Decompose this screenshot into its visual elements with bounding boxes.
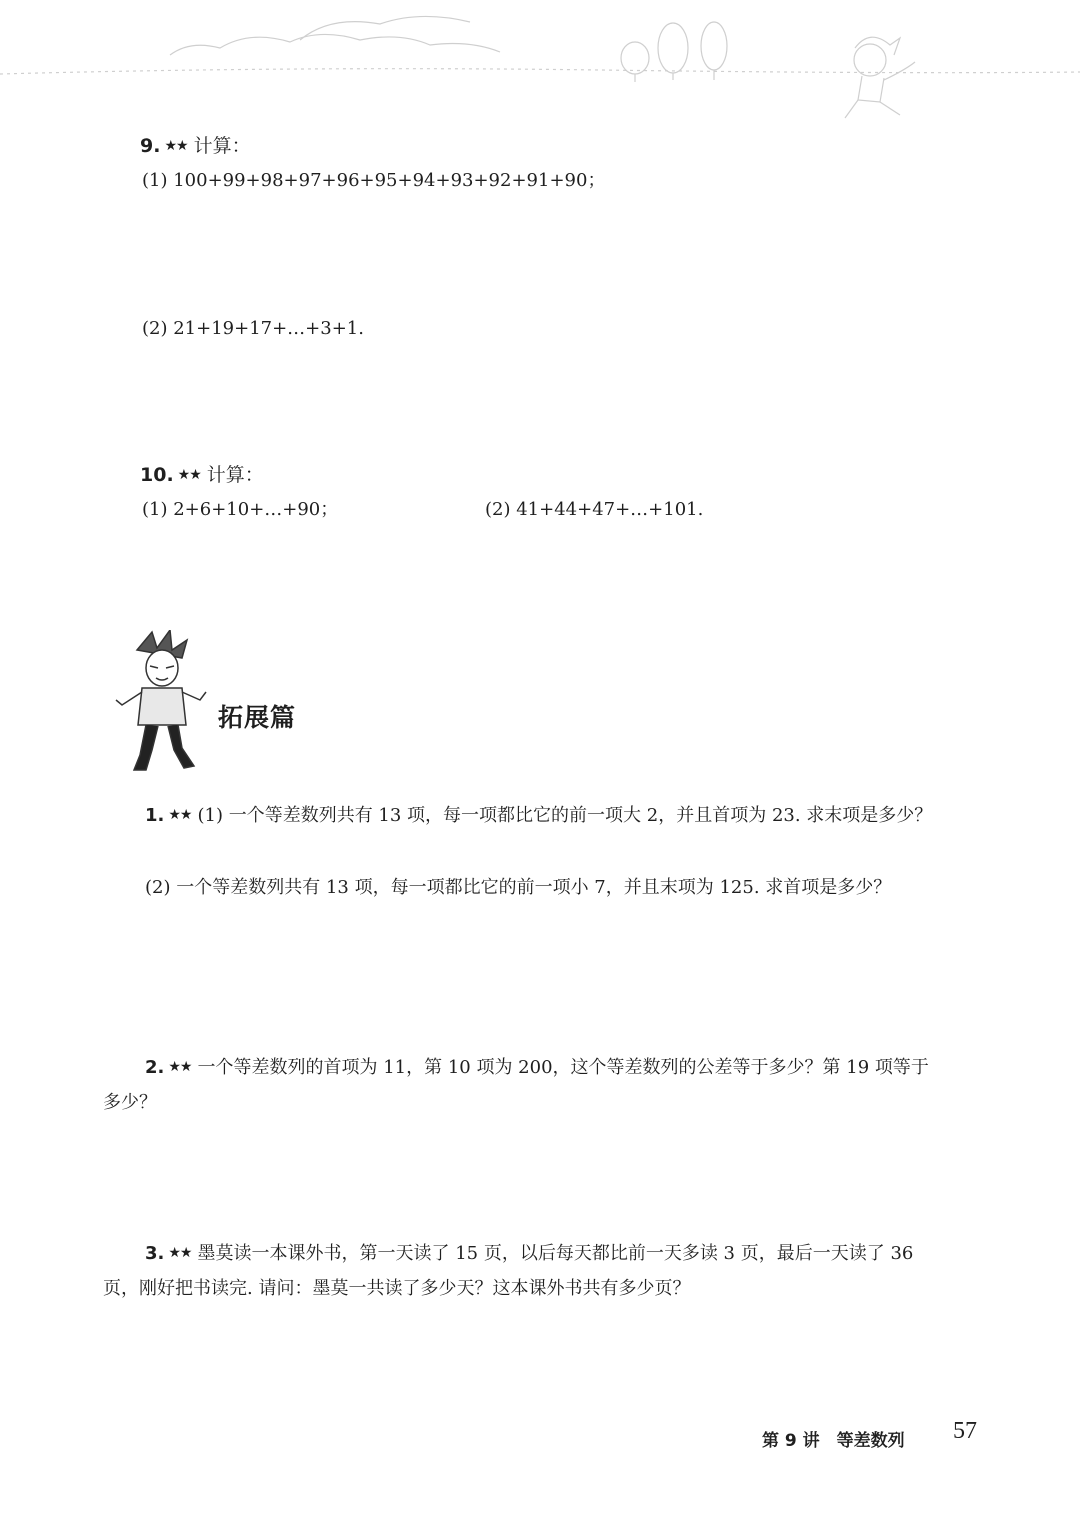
q10-part2: (2) 41+44+47+…+101. — [485, 499, 704, 520]
q9-label: 计算： — [193, 135, 251, 157]
ext-q2-text: 一个等差数列的首项为 11，第 10 项为 200，这个等差数列的公差等于多少？第 19 项等于多少？ — [103, 1057, 929, 1113]
ext-q1-part1 — [103, 798, 943, 833]
q10-heading — [140, 462, 264, 488]
ext-q1-part2: (2) 一个等差数列共有 13 项，每一项都比它的前一项小 7，并且末项为 125. 求首项是多少？ — [145, 877, 892, 898]
footer-lecture-title: 第 9 讲 等差数列 — [762, 1431, 905, 1451]
difficulty-stars: ★★ — [168, 1245, 192, 1261]
difficulty-stars: ★★ — [168, 1059, 192, 1075]
page-number: 57 — [953, 1418, 977, 1444]
ext-q3-number: 3. — [145, 1243, 165, 1264]
q9-part2: (2) 21+19+17+…+3+1. — [142, 318, 364, 339]
q9-part1: (1) 100+99+98+97+96+95+94+93+92+91+90； — [142, 170, 606, 191]
q9-heading — [140, 133, 251, 159]
q10-label: 计算： — [206, 464, 264, 486]
hero-character-illustration — [112, 630, 212, 775]
ext-q2-number: 2. — [145, 1057, 165, 1078]
ext-q1-number: 1. — [145, 805, 165, 826]
q10-number: 10. — [140, 464, 174, 486]
difficulty-stars: ★★ — [168, 807, 192, 823]
ext-q1-text-a: (1) 一个等差数列共有 13 项，每一项都比它的前一项大 2，并且首项为 23. 求末项是多少？ — [197, 805, 933, 826]
q10-part1: (1) 2+6+10+…+90； — [142, 499, 339, 520]
q9-number: 9. — [140, 135, 161, 157]
ext-q2 — [103, 1050, 943, 1120]
ext-q3-text: 墨莫读一本课外书，第一天读了 15 页，以后每天都比前一天多读 3 页，最后一天读了 36 页，刚好把书读完. 请问：墨莫一共读了多少天？这本课外书共有多少页？ — [103, 1243, 914, 1299]
header-illustration — [0, 0, 1080, 130]
ext-q3 — [103, 1236, 943, 1306]
section-title: 拓展篇 — [218, 703, 297, 732]
difficulty-stars: ★★ — [177, 467, 201, 483]
difficulty-stars: ★★ — [164, 138, 188, 154]
